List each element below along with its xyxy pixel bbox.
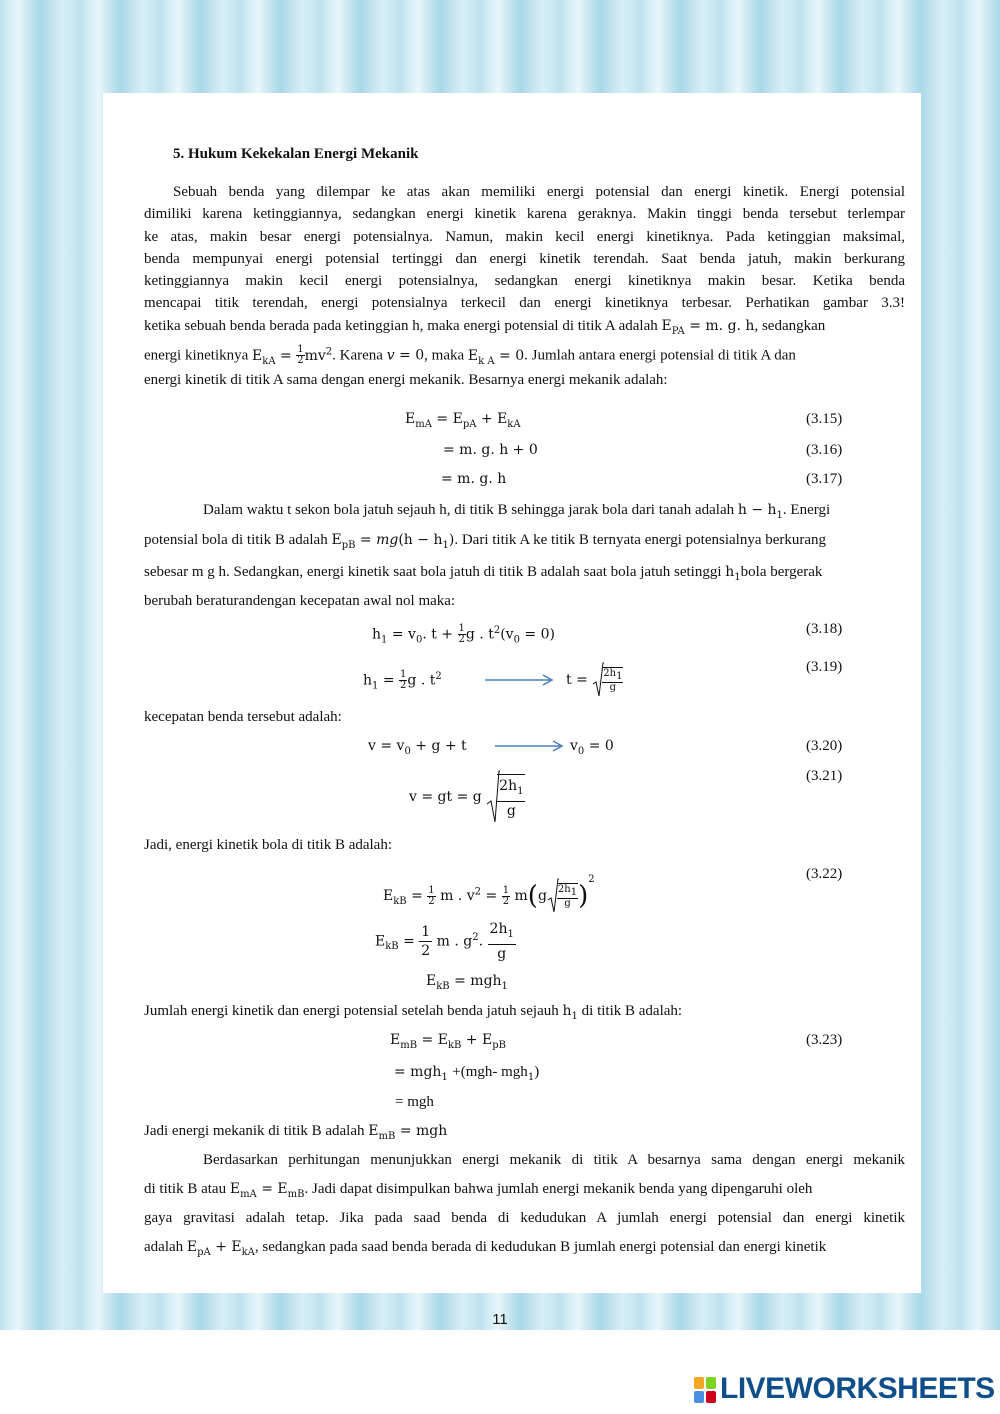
formula-eka-zero: $E_{k A} = 0$: [467, 347, 525, 367]
paragraph-line: Berdasarkan perhitungan menunjukkan energi mekanik di titik A besarnya sama dengan energi mekanik: [203, 1152, 905, 1168]
paragraph-line: ketinggiannya makin kecil energi potensialnya, sedangkan energi kinetiknya makin besar. Ketika benda: [144, 273, 905, 289]
text-fragment: di titik B adalah:: [577, 1003, 683, 1019]
paragraph-line: [144, 315, 825, 343]
equation-3-19-right: t = $\frac{2h_1}{g}$: [566, 662, 623, 698]
paragraph-line: [144, 1120, 447, 1148]
text-fragment: Dalam waktu t sekon bola jatuh sejauh h, di titik B sehingga jarak bola dari tanah adalah: [203, 502, 738, 518]
paragraph-line: [144, 561, 822, 589]
equation-3-23: $E_{mB} = E_{kB} + E_{pB}$: [390, 1032, 506, 1051]
equation-number: (3.15): [806, 411, 843, 427]
equation-emb-2: = mgh$_1$ +(mgh- mgh$_1$): [394, 1064, 540, 1083]
equation-number: (3.22): [806, 866, 843, 882]
equation-number: (3.16): [806, 442, 843, 458]
text-fragment: Jadi energi mekanik di titik B adalah: [144, 1123, 369, 1139]
text-fragment: ketika sebuah benda berada pada ketinggian h, maka energi potensial di titik A adalah: [144, 318, 662, 334]
formula-epb: $E_{pB} = mg(h - h_1)$: [331, 532, 455, 551]
paragraph-line: [144, 529, 826, 557]
equation-3-18: $h_1 = v_0$. t + $\frac{1}{2}$ g . $t^2(v_0 = 0)$: [372, 623, 555, 646]
paragraph-line: mencapai titik terendah, energi potensialnya terkecil dan energi kinetiknya terbesar. Perhatikan gambar 3.3!: [144, 295, 905, 311]
equation-3-20-right: $v_0 = 0$: [570, 738, 614, 757]
text-fragment: potensial bola di titik B adalah: [144, 532, 332, 548]
section-heading: 5. Hukum Kekekalan Energi Mekanik: [173, 146, 419, 162]
paragraph-line: Sebuah benda yang dilempar ke atas akan memiliki energi potensial dan energi kinetik. Energi potensial: [173, 184, 905, 200]
formula-ema-emb: $E_{mA} = E_{mB}$: [229, 1181, 305, 1200]
paragraph-line: benda mempunyai energi potensial tertinggi dan energi kinetik terendah. Saat benda jatuh, makin berkurang: [144, 251, 905, 267]
arrow-icon: [495, 738, 565, 754]
text-fragment: adalah: [144, 1239, 187, 1255]
paragraph-line: [203, 499, 830, 527]
liveworksheets-logo-text: LIVEWORKSHEETS: [720, 1372, 995, 1405]
formula-eka: $E_{kA}$ = $\frac{1}{2}$ $mv^2$: [252, 344, 333, 367]
text-fragment: sebesar m g h. Sedangkan, energi kinetik saat bola jatuh di titik B adalah saat bola jatuh setinggi: [144, 564, 726, 580]
text-fragment: di titik B atau: [144, 1181, 230, 1197]
equation-number: (3.20): [806, 738, 843, 754]
paragraph-line: ke atas, makin besar energi potensialnya. Namun, makin kecil energi kinetiknya. Pada ketinggian maksimal,: [144, 229, 905, 245]
equation-3-20-left: $v = v_0 + g + t$: [368, 738, 467, 757]
paragraph-line: kecepatan benda tersebut adalah:: [144, 709, 342, 725]
text-fragment: Jumlah energi kinetik dan energi potensial setelah benda jatuh sejauh: [144, 1003, 563, 1019]
logo-square: [694, 1377, 704, 1389]
formula-epa: $E_{PA} = m$. g. h: [661, 318, 755, 337]
equation-number: (3.21): [806, 768, 843, 784]
equation-3-19-left: $h_1$ = $\frac{1}{2}$ g . $t^2$: [363, 669, 442, 692]
paragraph-line: [144, 1000, 682, 1028]
equation-ekb-2: $E_{kB}$ = $\frac{1}{2}$ m . $g^2$. $\frac{2h_1}{g}$: [375, 921, 514, 962]
arrow-icon: [485, 672, 555, 688]
equation-ekb-3: $E_{kB} = mgh_1$: [426, 973, 508, 992]
paragraph-line: gaya gravitasi adalah tetap. Jika pada saad benda di kedudukan A jumlah energi potensial dan energi kinetik: [144, 1210, 905, 1226]
formula-v0: v = 0: [386, 347, 425, 364]
formula-h1: $h_1$: [562, 1003, 578, 1022]
equation-emb-3: = mgh: [395, 1094, 434, 1110]
formula-emb: $E_{mB}$ = mgh: [368, 1123, 448, 1142]
text-fragment: , sedangkan pada saad benda berada di kedudukan B jumlah energi potensial dan energi kinetik: [254, 1239, 827, 1255]
text-fragment: . Karena: [332, 347, 387, 364]
paragraph-line: Jadi, energi kinetik bola di titik B adalah:: [144, 837, 393, 853]
text-fragment: . Jadi dapat disimpulkan bahwa jumlah energi mekanik benda yang dipengaruhi oleh: [304, 1181, 813, 1197]
paragraph-line: [144, 1236, 826, 1264]
equation-number: (3.19): [806, 659, 843, 675]
text-fragment: , maka: [424, 347, 468, 364]
text-fragment: . Energi: [782, 502, 831, 518]
paragraph-line: [144, 1178, 812, 1206]
formula-epa-eka: $E_{pA} + E_{kA}$: [186, 1239, 255, 1258]
liveworksheets-logo-icon: [694, 1377, 716, 1403]
equation-3-21: v = gt = g $\frac{2h_1}{g}$: [409, 770, 525, 824]
paragraph-line: dimiliki karena ketinggiannya, sedangkan energi kinetik karena geraknya. Makin tinggi benda tersebut terlempar: [144, 206, 905, 222]
paragraph-line: energi kinetik di titik A sama dengan energi mekanik. Besarnya energi mekanik adalah:: [144, 372, 668, 388]
formula-h1: $h_1$: [725, 564, 741, 583]
text-fragment: bola bergerak: [740, 564, 823, 580]
page-number: 11: [492, 1311, 508, 1328]
equation-number: (3.23): [806, 1032, 843, 1048]
logo-square: [706, 1391, 716, 1403]
formula-h-h1: $h - h_1$: [737, 502, 783, 521]
logo-square: [706, 1377, 716, 1389]
logo-square: [694, 1391, 704, 1403]
equation-number: (3.18): [806, 621, 843, 637]
text-fragment: , sedangkan: [754, 318, 826, 334]
equation-3-17: = m. g. h: [441, 471, 507, 487]
equation-number: (3.17): [806, 471, 843, 487]
text-fragment: . Jumlah antara energi potensial di titik A dan: [524, 347, 796, 364]
equation-3-15: $E_{mA} = E_{pA} + E_{kA}$: [405, 411, 521, 430]
equation-3-22: $E_{kB}$ = $\frac{1}{2}$ m . $v^2$ = $\frac{1}{2}$ m(g $\frac{2h_1}{g}$ )$^2$: [383, 870, 595, 914]
paragraph-line: berubah beraturandengan kecepatan awal nol maka:: [144, 593, 456, 609]
text-fragment: . Dari titik A ke titik B ternyata energi potensialnya berkurang: [454, 532, 827, 548]
paragraph-line: [144, 341, 796, 372]
text-fragment: energi kinetiknya: [144, 347, 253, 364]
equation-3-16: = m. g. h + 0: [443, 442, 538, 458]
